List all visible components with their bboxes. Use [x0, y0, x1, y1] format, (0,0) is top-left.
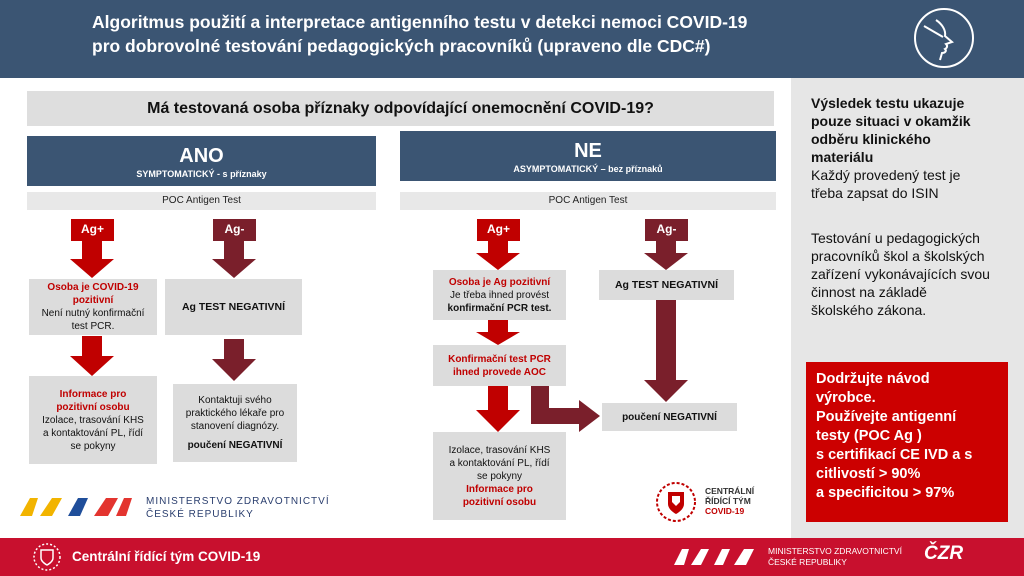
- ministry-line: MINISTERSTVO ZDRAVOTNICTVÍ: [768, 546, 902, 556]
- ag-positive-badge: Ag+: [71, 219, 114, 241]
- poc-label-left: POC Antigen Test: [27, 192, 376, 210]
- warning-line: výrobce.: [816, 390, 876, 406]
- box-red-text: Informace pro: [59, 388, 127, 400]
- sidebar-bold-line: pouze situaci v okamžik: [811, 113, 971, 129]
- ag-negative-badge: Ag-: [213, 219, 256, 241]
- box-bold-text: poučení NEGATIVNÍ: [187, 440, 283, 451]
- sidebar-line: činnost na základě: [811, 284, 927, 300]
- sidebar-line: Každý provedený test je: [811, 167, 961, 183]
- box-red-text: Konfirmační test PCR: [448, 353, 551, 365]
- negative-result-box: Ag TEST NEGATIVNÍ: [165, 279, 302, 335]
- box-text: se pokyny: [70, 440, 116, 452]
- question-box: Má testovaná osoba příznaky odpovídající onemocnění COVID-19?: [27, 91, 774, 126]
- box-red-text: pozitivní osobu: [462, 496, 537, 508]
- sidebar-bold-line: odběru klinického: [811, 131, 931, 147]
- ministry-line: MINISTERSTVO ZDRAVOTNICTVÍ: [146, 496, 330, 507]
- no-header: [400, 131, 776, 181]
- ministry-line: ČESKÉ REPUBLIKY: [146, 509, 254, 520]
- arrow-down-icon: [212, 241, 256, 278]
- box-text: Kontaktuji svého: [198, 395, 272, 406]
- ministry-line: ČESKÉ REPUBLIKY: [768, 557, 847, 567]
- ministry-name: [146, 495, 330, 521]
- warning-line: Dodržujte návod: [816, 371, 930, 387]
- team-line: ŘÍDÍCÍ TÝM: [705, 496, 751, 506]
- ag-positive-badge: Ag+: [477, 219, 520, 241]
- warning-box: [806, 362, 1008, 522]
- arrow-down-icon: [476, 241, 520, 270]
- warning-line: citlivostí > 90%: [816, 466, 921, 482]
- box-text: test PCR.: [71, 321, 115, 332]
- box-text: stanovení diagnózy.: [190, 421, 280, 432]
- arrow-down-icon: [70, 336, 114, 376]
- box-text: Izolace, trasování KHS: [42, 414, 144, 426]
- negative-result-box: Ag TEST NEGATIVNÍ: [599, 270, 734, 300]
- box-bold-text: konfirmační PCR test.: [447, 302, 552, 314]
- title-line-2: pro dobrovolné testování pedagogických pracovníků (upraveno dle CDC#): [92, 36, 711, 56]
- footer-ministry: [768, 546, 902, 568]
- pcr-test-box: [433, 345, 566, 386]
- sidebar-bold-line: materiálu: [811, 149, 874, 165]
- sidebar-paragraph: [811, 229, 1016, 319]
- box-text: Izolace, trasování KHS: [448, 444, 551, 456]
- no-title: NE: [574, 140, 602, 162]
- face-swab-icon: [912, 6, 976, 70]
- positive-info-box: [433, 432, 566, 520]
- box-red-text: Osoba je COVID-19: [47, 282, 139, 293]
- ag-negative-badge: Ag-: [645, 219, 688, 241]
- sidebar-line: třeba zapsat do ISIN: [811, 185, 939, 201]
- box-text: se pokyny: [476, 470, 523, 482]
- arrow-down-icon: [644, 300, 688, 402]
- sidebar-line: zařízení vykonávajících svou: [811, 266, 990, 282]
- team-line: COVID-19: [705, 506, 745, 516]
- footer-team-name: Centrální řídící tým COVID-19: [72, 549, 261, 564]
- crest-icon: [654, 480, 698, 524]
- ministry-logo-icon: [672, 545, 762, 569]
- box-red-text: ihned provede AOC: [453, 366, 546, 378]
- crest-icon: [32, 542, 62, 572]
- arrow-down-icon: [476, 320, 520, 345]
- sidebar-note: [811, 94, 1011, 202]
- positive-result-box: [433, 270, 566, 320]
- arrow-down-icon: [212, 339, 256, 381]
- box-red-text: pozitivní: [72, 295, 114, 306]
- team-line: CENTRÁLNÍ: [705, 486, 755, 496]
- no-subtitle: ASYMPTOMATICKÝ – bez příznaků: [513, 164, 663, 174]
- box-text: a kontaktování PL, řídí: [449, 457, 550, 469]
- warning-line: Používejte antigenní: [816, 409, 957, 425]
- warning-line: s certifikací CE IVD a s: [816, 447, 973, 463]
- arrow-down-icon: [644, 241, 688, 270]
- box-text: Je třeba ihned provést: [450, 289, 549, 301]
- title-line-1: Algoritmus použití a interpretace antigenního testu v detekci nemoci COVID-19: [92, 12, 748, 32]
- box-text: praktického lékaře pro: [185, 408, 285, 419]
- box-red-text: pozitivní osobu: [56, 401, 130, 413]
- positive-info-box: [29, 376, 157, 464]
- czr-logo: ČZR: [924, 543, 964, 564]
- warning-line: testy (POC Ag ): [816, 428, 922, 444]
- yes-title: ANO: [179, 145, 224, 167]
- poc-label-right: POC Antigen Test: [400, 192, 776, 210]
- arrow-right-icon: [531, 386, 600, 432]
- ministry-logo-icon: [18, 494, 134, 520]
- yes-subtitle: SYMPTOMATICKÝ - s příznaky: [136, 169, 267, 179]
- positive-result-box: [29, 279, 157, 335]
- negative-instruction-box: poučení NEGATIVNÍ: [602, 403, 737, 431]
- arrow-down-icon: [476, 386, 520, 432]
- box-red-text: Informace pro: [466, 483, 533, 495]
- central-team-name: [705, 486, 754, 516]
- arrow-down-icon: [70, 241, 114, 278]
- sidebar-line: školského zákona.: [811, 302, 927, 318]
- sidebar-line: Testování u pedagogických: [811, 230, 980, 246]
- box-text: a kontaktování PL, řídí: [42, 427, 144, 439]
- contact-gp-box: [173, 384, 297, 462]
- box-text: Není nutný konfirmační: [41, 308, 145, 319]
- box-red-text: Osoba je Ag pozitivní: [448, 276, 551, 288]
- yes-header: [27, 136, 376, 186]
- sidebar-line: pracovníků škol a školských: [811, 248, 985, 264]
- sidebar-bold-line: Výsledek testu ukazuje: [811, 95, 965, 111]
- warning-line: a specificitou > 97%: [816, 485, 955, 501]
